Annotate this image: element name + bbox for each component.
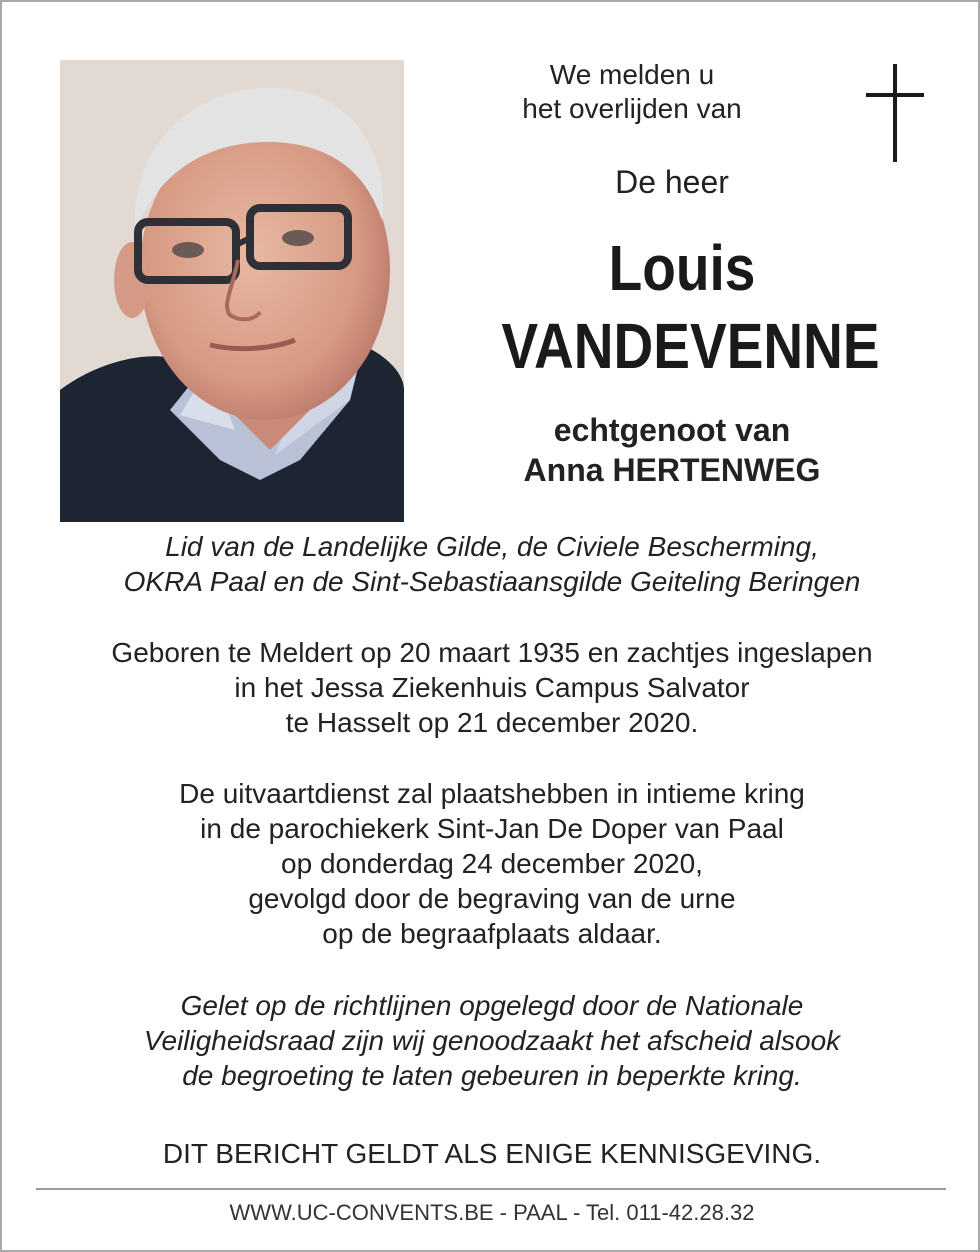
portrait-photo xyxy=(60,60,404,522)
memberships-line: Lid van de Landelijke Gilde, de Civiele Bescherming, xyxy=(165,531,819,562)
latin-cross-icon xyxy=(866,64,924,162)
honorific-title: De heer xyxy=(615,164,729,200)
funeral-line: op donderdag 24 december 2020, xyxy=(281,848,703,879)
birth-death-line: te Hasselt op 21 december 2020. xyxy=(285,707,699,738)
notice-line: Veiligheidsraad zijn wij genoodzaakt het afscheid alsook xyxy=(143,1025,841,1056)
funeral-line: op de begraafplaats aldaar. xyxy=(322,918,662,949)
announcement-text: DIT BERICHT GELDT ALS ENIGE KENNISGEVING. xyxy=(162,1138,822,1169)
memberships-line: OKRA Paal en de Sint-Sebastiaansgilde Geiteling Beringen xyxy=(123,566,861,597)
notice-line: de begroeting te laten gebeuren in beperkte kring. xyxy=(182,1060,802,1091)
spouse-label: echtgenoot van xyxy=(553,412,791,448)
notice-paragraph xyxy=(2,988,980,1093)
funeral-paragraph xyxy=(2,776,980,951)
birth-death-paragraph xyxy=(2,635,980,740)
notice-line: Gelet op de richtlijnen opgelegd door de Nationale xyxy=(180,990,804,1021)
intro-line-2: het overlijden van xyxy=(522,93,742,124)
funeral-line: gevolgd door de begraving van de urne xyxy=(248,883,736,914)
footer-divider xyxy=(36,1188,946,1190)
intro-text xyxy=(472,58,792,126)
spouse-info xyxy=(472,410,872,490)
memberships-paragraph xyxy=(2,529,980,599)
birth-death-line: in het Jessa Ziekenhuis Campus Salvator xyxy=(234,672,750,703)
spouse-name: Anna HERTENWEG xyxy=(523,452,821,488)
funeral-line: De uitvaartdienst zal plaatshebben in intieme kring xyxy=(179,778,805,809)
intro-line-1: We melden u xyxy=(549,59,715,90)
birth-death-line: Geboren te Meldert op 20 maart 1935 en zachtjes ingeslapen xyxy=(111,637,873,668)
deceased-last-name: VANDEVENNE xyxy=(501,310,880,382)
deceased-first-name: Louis xyxy=(608,232,756,304)
funeral-line: in de parochiekerk Sint-Jan De Doper van Paal xyxy=(200,813,784,844)
footer-contact: WWW.UC-CONVENTS.BE - PAAL - Tel. 011-42.28.32 xyxy=(229,1200,755,1225)
